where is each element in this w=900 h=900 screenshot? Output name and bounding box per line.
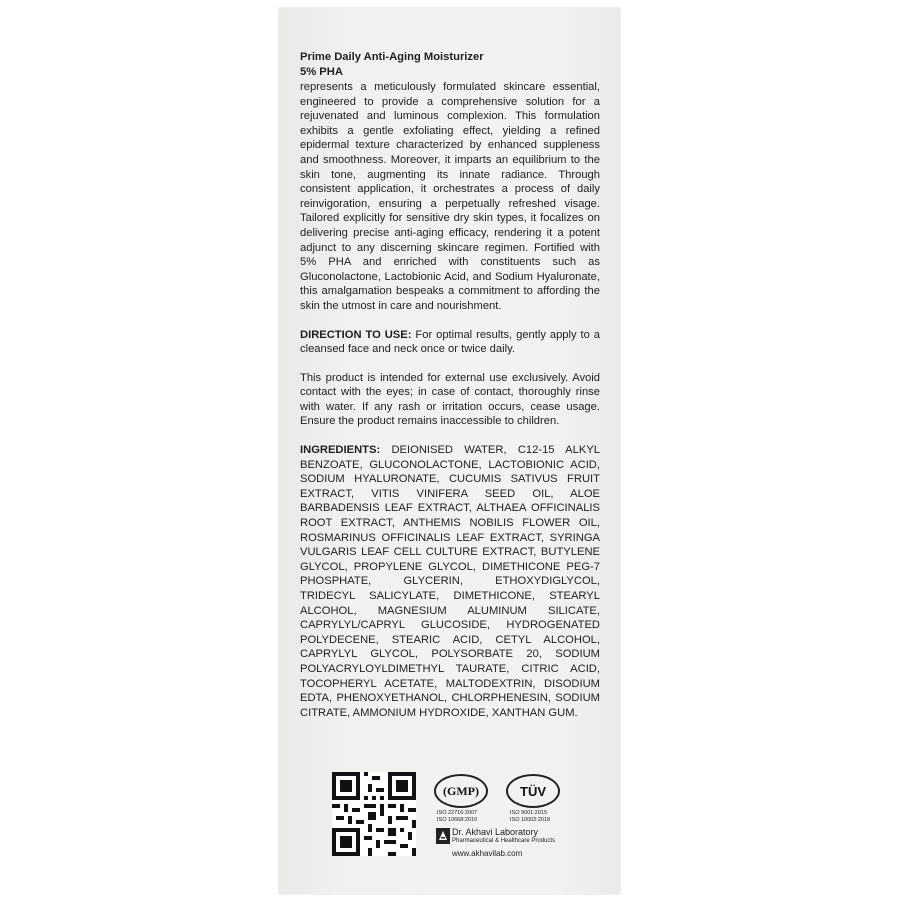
- ingredients-label: INGREDIENTS:: [300, 444, 381, 457]
- tuv-badge: [506, 774, 560, 808]
- directions-text: For optimal results, gently apply to a cleansed face and neck once or twice daily.: [300, 328, 601, 356]
- iso-right-line-1: ISO 9001:2015: [510, 810, 548, 816]
- iso-left-line-1: ISO 22716:2007: [437, 810, 478, 816]
- gmp-label: GMP: [447, 783, 475, 798]
- lab-name: Dr. Akhavi Laboratory: [452, 827, 539, 837]
- directions-label: DIRECTION TO USE:: [300, 328, 412, 341]
- product-description: represents a meticulously formulated skincare essential, engineered to provide a comprehensive solution for a rejuvenated and luminous complexion. This formulation exhibits a gentle exfoliating effect, yielding a refined epidermal texture characterized by enhanced suppleness and smoothness. Moreover, it imparts an equilibrium to the skin tone, augmenting its innate radiance. Through consistent application, it orchestrates a process of daily reinvigoration, ensuring a perpetually refreshed visage. Tailored explicitly for sensitive dry skin types, it focalizes on delivering precise anti-aging efficacy, rendering it a potent adjunct to any discerning skincare regimen. Fortified with 5% PHA and enriched with constituents such as Gluconolactone, Lactobionic Acid, and Sodium Hyaluronate, this amalgamation bespeaks a commitment to affording the skin the utmost in care and nourishment.: [300, 81, 600, 312]
- iso-right-line-2: ISO 10002:2018: [510, 816, 551, 823]
- product-subtitle: 5% PHA: [300, 66, 343, 78]
- lab-subtitle: Pharmaceutical & Healthcare Products: [452, 838, 556, 844]
- ingredients-section: [300, 443, 600, 720]
- footer: [332, 772, 572, 862]
- iso-left-line-2: ISO 10668:2010: [437, 816, 478, 823]
- tuv-label: TÜV: [520, 783, 546, 799]
- qr-code-icon: [332, 772, 416, 856]
- label-text-area: [300, 50, 600, 734]
- certification-logos: [434, 772, 574, 862]
- product-title: Prime Daily Anti-Aging Moisturizer: [300, 51, 484, 63]
- lab-website: www.akhavilab.com: [452, 849, 523, 858]
- directions-section: [300, 328, 600, 357]
- iso-left: [437, 810, 477, 823]
- iso-right: [510, 810, 550, 823]
- ingredients-text: DEIONISED WATER, C12-15 ALKYL BENZOATE, GLUCONOLACTONE, LACTOBIONIC ACID, SODIUM HYALURONATE, CUCUMIS SATIVUS FRUIT EXTRACT, VITIS VINIFERA SEED OIL, ALOE BARBADENSIS LEAF EXTRACT, ALTHAEA OFFICINALIS ROOT EXTRACT, ANTHEMIS NOBILIS FLOWER OIL, ROSMARINUS OFFICINALIS LEAF EXTRACT, SYRINGA VULGARIS LEAF CELL CULTURE EXTRACT, BUTYLENE GLYCOL, PROPYLENE GLYCOL, DIMETHICONE PEG-7 PHOSPHATE, GLYCERIN, ETHOXYDIGLYCOL, TRIDECYL SALICYLATE, DIMETHICONE, STEARYL ALCOHOL, MAGNESIUM ALUMINUM SILICATE, CAPRYLYL/CAPRYL GLUCOSIDE, HYDROGENATED POLYDECENE, STEARIC ACID, CETYL ALCOHOL, CAPRYLYL GLYCOL, POLYSORBATE 20, SODIUM POLYACRYLOYLDIMETHYL TAURATE, CITRIC ACID, TOCOPHERYL ACETATE, MALTODEXTRIN, DISODIUM EDTA, PHENOXYETHANOL, CHLORPHENESIN, SODIUM CITRATE, AMMONIUM HYDROXIDE, XANTHAN GUM.: [300, 444, 601, 719]
- gmp-badge: ( GMP ): [434, 774, 488, 808]
- warning-text: This product is intended for external use exclusively. Avoid contact with the eyes; in case of contact, thoroughly rinse with water. If any rash or irritation occurs, cease usage. Ensure the product remains inaccessible to children.: [300, 371, 600, 428]
- laboratory-logo-icon: [436, 828, 450, 844]
